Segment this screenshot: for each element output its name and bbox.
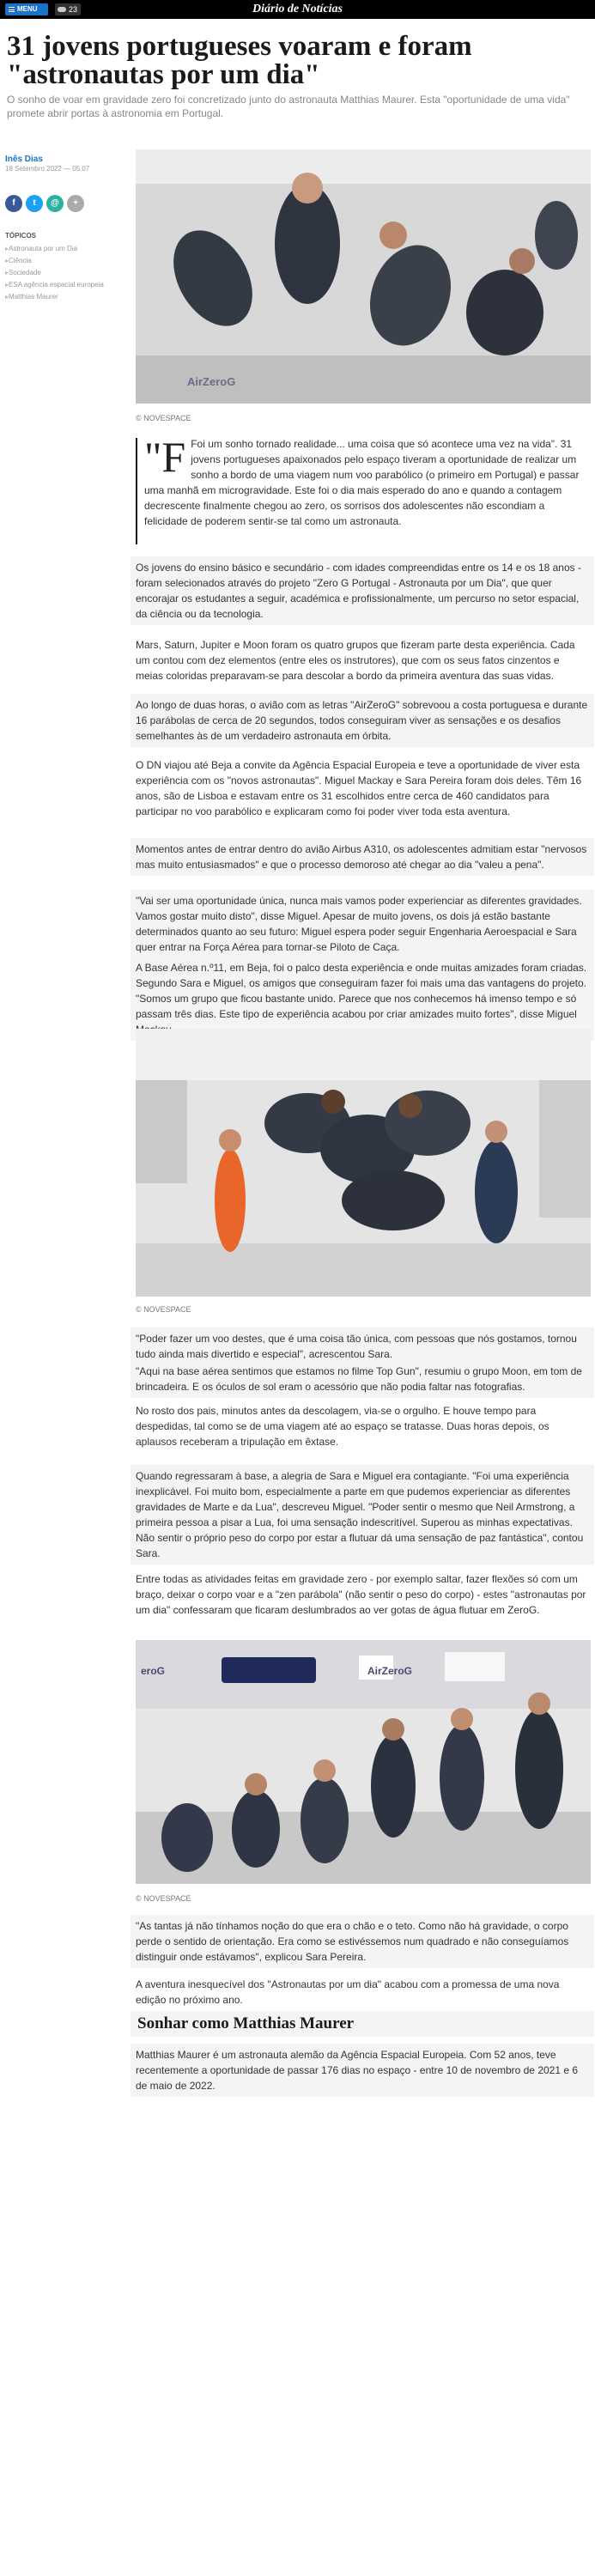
paragraph: No rosto dos pais, minutos antes da descolagem, via-se o orgulho. E houve tempo para despedidas, tal como se de uma viagem até ao espaço se tratasse. Duas horas depois, os aplausos receberam a tripulação em êxtase.: [136, 1405, 549, 1448]
topic-link[interactable]: ▸ ESA agência espacial europeia: [5, 279, 104, 291]
paragraph: A aventura inesquecível dos "Astronautas por um dia" acabou com a promessa de uma nova edição no próximo ano.: [136, 1978, 560, 2006]
article-title: 31 jovens portugueses voaram e foram "astronautas por um dia": [7, 31, 472, 90]
topics-heading: TÓPICOS: [5, 232, 37, 240]
weather-temp: 23: [69, 5, 78, 14]
topics-list: [5, 243, 104, 303]
topic-link[interactable]: ▸ Matthias Maurer: [5, 291, 104, 303]
site-logo[interactable]: Diário de Notícias: [252, 3, 343, 15]
paragraph: O DN viajou até Beja a convite da Agência Espacial Europeia e teve a oportunidade de viver esta experiência com os "novos astronautas". Miguel Mackay e Sara Pereira foram dois deles. Têm 16 anos, são de Lisboa e estavam entre os 31 escolhidos entre cerca de 460 candidatos para participar no voo parabólico e explicaram como foi poder viver toda esta aventura.: [136, 759, 582, 817]
photo-caption: © NOVESPACE: [136, 1305, 191, 1314]
section-subheading: Sonhar como Matthias Maurer: [131, 2011, 594, 2037]
paragraph: Entre todas as atividades feitas em gravidade zero - por exemplo saltar, fazer flexões só com um braço, deixar o corpo voar e a "zen parábola" (não sentir o peso do corpo) - estes "astronautas por um dia" confessaram que ficaram deslumbrados ao ver gotas de água flutuar em ZeroG.: [136, 1573, 586, 1616]
top-bar: [0, 0, 595, 19]
more-share-icon[interactable]: +: [67, 195, 84, 212]
plane-logo-text: eroG: [141, 1665, 166, 1677]
dropcap: "F: [144, 433, 186, 481]
paragraph: Os jovens do ensino básico e secundário - com idades compreendidas entre os 14 e os 18 anos - foram selecionados através do projeto "Zero G Portugal - Astronauta por um Dia", que quer encorajar os estudantes a seguir, académica e profissionalmente, um percurso no setor espacial, da ciência ou da tecnologia.: [131, 556, 594, 625]
intro-paragraph: [144, 433, 589, 529]
author-name[interactable]: Inês Dias: [5, 155, 43, 164]
photo-caption: © NOVESPACE: [136, 414, 191, 422]
topic-link[interactable]: ▸ Ciência: [5, 255, 104, 267]
publish-date: 18 Setembro 2022 — 05:07: [5, 165, 90, 173]
paragraph: Momentos antes de entrar dentro do avião Airbus A310, os adolescentes admitiam estar "nervosos mas muito entusiasmados" e que o processo demoroso até chegar ao dia "valeu a pena".: [131, 838, 594, 876]
topic-link[interactable]: ▸ Astronauta por um Dia: [5, 243, 104, 255]
paragraph: "Poder fazer um voo destes, que é uma coisa tão única, com pessoas que nós gostamos, tornou tudo ainda mais divertido e especial", acrescentou Sara.: [131, 1327, 594, 1365]
article-photo-1[interactable]: [136, 149, 591, 404]
facebook-share-icon[interactable]: f: [5, 195, 22, 212]
paragraph: Matthias Maurer é um astronauta alemão da Agência Espacial Europeia. Com 52 anos, teve recentemente a oportunidade de passar 176 dias no espaço - entre 10 de novembro de 2021 e 6 de maio de 2022.: [131, 2044, 594, 2097]
article-photo-3[interactable]: [136, 1640, 591, 1884]
paragraph: Ao longo de duas horas, o avião com as letras "AirZeroG" sobrevoou a costa portuguesa e durante 16 parábolas de cerca de 20 segundos, todos conseguiram viver as sensações e os desafios semelhantes às de um verdadeiro astronauta em órbita.: [131, 694, 594, 747]
quote-bar: [136, 438, 137, 544]
article-photo-2[interactable]: [136, 1029, 591, 1297]
paragraph: "Aqui na base aérea sentimos que estamos no filme Top Gun", resumiu o grupo Moon, em tom de brincadeira. E os óculos de sol eram o acessório que não podia faltar nas fotografias.: [131, 1360, 594, 1398]
paragraph: Mars, Saturn, Jupiter e Moon foram os quatro grupos que fizeram parte desta experiência. Cada um contou com dez elementos (entre eles os instrutores), que com os seus fatos cinzentos e meias coloridas preparavam-se para descolar a bordo da primeira aventura das suas vidas.: [136, 639, 575, 682]
article-lead: O sonho de voar em gravidade zero foi concretizado junto do astronauta Matthias Maurer. Esta "oportunidade de uma vida" promete abrir portas à astronomia em Portugal.: [7, 94, 570, 119]
topic-link[interactable]: ▸ Sociedade: [5, 267, 104, 279]
twitter-share-icon[interactable]: t: [26, 195, 43, 212]
plane-logo-text: AirZeroG: [367, 1665, 413, 1677]
menu-label: MENU: [17, 5, 38, 13]
share-bar: [5, 194, 88, 212]
email-share-icon[interactable]: @: [46, 195, 64, 212]
paragraph: Quando regressaram à base, a alegria de Sara e Miguel era contagiante. "Foi uma experiência inexplicável. Foi muito bom, especialmente a parte em que pudemos experienciar as diferentes gravidades de Marte e da Lua", descreveu Miguel. "Poder sentir o mesmo que Neil Armstrong, a primeira pessoa a pisar a Lua, foi uma sensação indescritível. Superou as minhas expectativas. Não sentir o próprio peso do corpo por estar a flutuar dá uma sensação de paz fantástica", contou Sara.: [131, 1465, 594, 1564]
paragraph: "Vai ser uma oportunidade única, nunca mais vamos poder experienciar as diferentes gravidades. Vamos gostar muito disto", disse Miguel. Apesar de muito jovens, os dois já estão bastante determinados quanto ao seu futuro: Miguel espera poder seguir Engenharia Aeroespacial e Sara quer entrar na Força Aérea para tornar-se Piloto de Caça.: [131, 890, 594, 958]
plane-logo-text: AirZeroG: [187, 375, 236, 388]
photo-caption: © NOVESPACE: [136, 1894, 191, 1903]
paragraph: A Base Aérea n.º11, em Beja, foi o palco desta experiência e onde muitas amizades foram criadas. Segundo Sara e Miguel, os amigos que conseguiram fazer foi mais uma das vantagens do projeto. "Somos um grupo que ficou bastante unido. Parece que nos conhecemos há imenso tempo e só passam três dias. Este tipo de experiência acabou por criar amizades muito fortes", disse Miguel: [131, 957, 594, 1041]
paragraph-text: Foi um sonho tornado realidade... uma coisa que só acontece uma vez na vida". 31 jovens portugueses apaixonados pelo espaço tiveram a oportunidade de realizar um sonho a bordo de uma viagem num voo parabólico (o primeiro em Portugal) e passar uma manhã em microgravidade. Este foi o dia mais esperado do ano e quando a contagem decrescente finalmente chegou ao zero, os sorrisos dos adolescentes não escondiam a felicidade de poderem sentir-se tal como um astronauta.: [144, 438, 580, 527]
paragraph: "As tantas já não tínhamos noção do que era o chão e o teto. Como não há gravidade, o corpo perde o sentido de orientação. Era como se estivéssemos num quadrado e não conseguíamos distinguir onde estávamos", explicou Sara Pereira.: [131, 1915, 594, 1968]
